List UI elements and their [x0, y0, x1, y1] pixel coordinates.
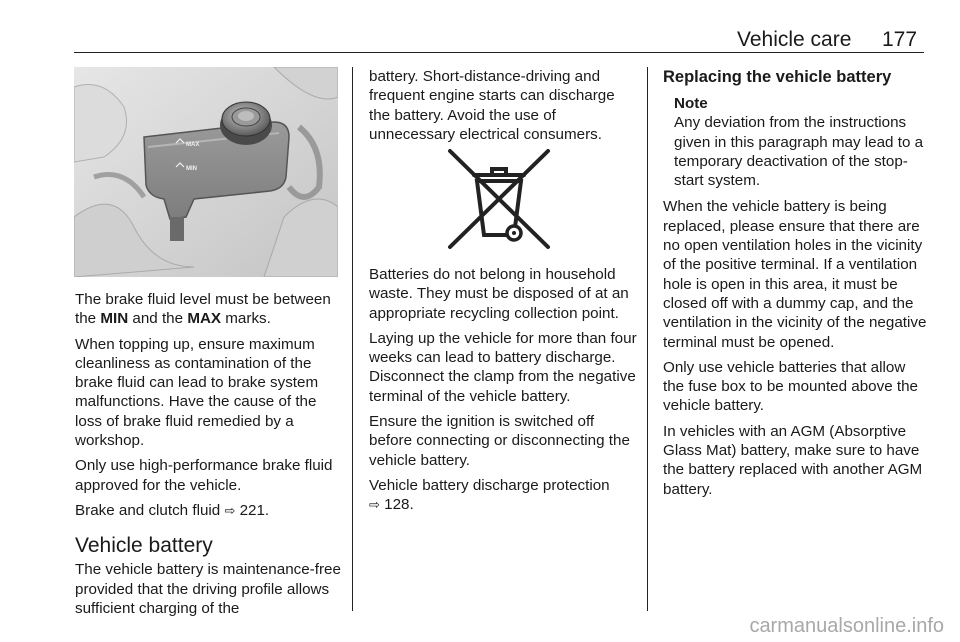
column-3 — [663, 67, 928, 505]
page-reference-icon: ⇨ — [224, 502, 236, 518]
brake-fluid-level-paragraph — [75, 290, 347, 329]
battery-discharge-paragraph: battery. Short-distance-driving and frequent engine starts can discharge the battery. Avoid the use of unnecessary electrical consumers. — [369, 68, 615, 143]
page-reference-icon: ⇨ — [369, 497, 380, 513]
page-reference-link[interactable]: 128. — [384, 496, 414, 514]
section-title: Vehicle care — [737, 28, 852, 51]
text-span: marks. — [221, 310, 271, 328]
household-waste-paragraph: Batteries do not belong in household waste. They must be disposed of at an appropriate recycling collection point. — [369, 266, 629, 322]
page-reference-link[interactable]: 221. — [239, 501, 270, 519]
vehicle-battery-intro: The vehicle battery is maintenance-free provided that the driving profile allows sufficient charging of the — [75, 561, 341, 617]
discharge-protection-reference — [369, 476, 637, 515]
page-number: 177 — [882, 28, 918, 51]
max-mark-text: MAX — [187, 310, 222, 328]
page-header — [0, 28, 960, 52]
header-rule — [74, 52, 924, 53]
ventilation-paragraph: When the vehicle battery is being replaced, please ensure that there are no open ventilation holes in the vicinity of the positive terminal. If a ventilation hole is open in this area, it must be closed off with a dummy cap, and the ventilation in the vicinity of the negative terminal must be opened. — [663, 198, 927, 351]
brake-fluid-reservoir-image — [74, 67, 338, 277]
column-divider-right — [647, 67, 648, 611]
min-mark-label: MIN — [186, 166, 197, 172]
note-heading: Note — [674, 95, 708, 112]
ignition-paragraph: Ensure the ignition is switched off before connecting or disconnecting the vehicle battery. — [369, 413, 630, 469]
brake-fluid-approval-paragraph: Only use high-performance brake fluid approved for the vehicle. — [75, 457, 333, 494]
note-body: Any deviation from the instructions given in this paragraph may lead to a temporary deactivation of the stop-start system. — [674, 114, 924, 190]
vehicle-battery-heading: Vehicle battery — [75, 534, 213, 558]
fuse-box-paragraph: Only use vehicle batteries that allow the fuse box to be mounted above the vehicle battery. — [663, 358, 918, 415]
column-divider-left — [352, 67, 353, 611]
agm-battery-paragraph: In vehicles with an AGM (Absorptive Glass Mat) battery, make sure to have the battery replaced with another AGM battery. — [663, 422, 923, 498]
column-1 — [75, 290, 347, 624]
watermark-footer: carmanualsonline.info — [749, 615, 944, 637]
column-2-lower — [369, 265, 637, 521]
text-span: Vehicle battery discharge protection — [369, 476, 610, 494]
max-mark-label: MAX — [186, 142, 200, 148]
text-span: Brake and clutch fluid — [75, 501, 225, 519]
text-span: The brake fluid level must be between the — [75, 291, 331, 328]
replacing-battery-heading: Replacing the vehicle battery — [663, 68, 892, 86]
laying-up-paragraph: Laying up the vehicle for more than four weeks can lead to battery discharge. Disconnect the clamp from the negative terminal of the vehicle battery. — [369, 329, 637, 405]
crossed-out-bin-icon — [444, 147, 554, 251]
text-span: and the — [128, 310, 188, 328]
topping-up-paragraph: When topping up, ensure maximum cleanliness as contamination of the brake fluid can lead to brake system malfunctions. Have the cause of the loss of brake fluid remedied by a workshop. — [75, 335, 319, 450]
note-box — [674, 94, 928, 190]
min-mark-text: MIN — [100, 310, 129, 328]
column-2 — [369, 67, 637, 150]
brake-clutch-fluid-reference — [75, 501, 347, 520]
